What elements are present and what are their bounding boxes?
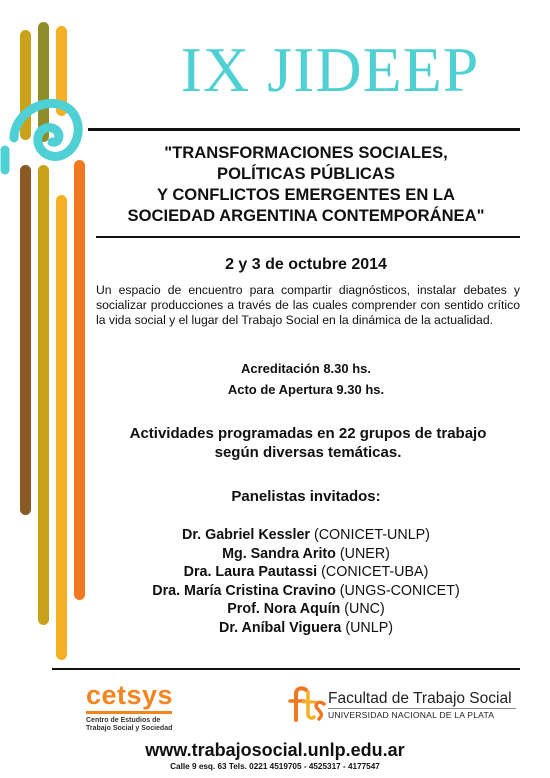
accreditation-time: Acreditación 8.30 hs.: [240, 361, 372, 376]
panelist-item: [96, 526, 516, 545]
panelists-heading: Panelistas invitados:: [231, 488, 381, 505]
top-divider: [88, 128, 520, 131]
stripe-gold-long: [38, 165, 49, 625]
panelist-name: Dra. Laura Pautassi: [183, 564, 318, 580]
activities-line: según diversas temáticas.: [214, 444, 402, 461]
subtitle-line: POLÍTICAS PÚBLICAS: [217, 164, 395, 183]
fts-name: Facultad de Trabajo Social: [328, 690, 512, 707]
panelist-affiliation: (CONICET-UNLP): [310, 527, 430, 543]
fts-monogram-icon: [286, 684, 326, 724]
cetsys-logo: [86, 682, 206, 733]
activities-text: [96, 424, 520, 462]
fts-logo: [286, 684, 526, 724]
subtitle-line: SOCIEDAD ARGENTINA CONTEMPORÁNEA": [127, 206, 485, 225]
footer-divider: [52, 668, 520, 670]
cetsys-subtitle-1: Centro de Estudios de: [86, 717, 161, 724]
panelists-list: [96, 526, 516, 637]
panelist-item: [96, 619, 516, 638]
panelist-name: Dra. María Cristina Cravino: [152, 582, 336, 599]
cetsys-wordmark: cetsys: [86, 680, 174, 710]
decorative-stripes: [0, 0, 110, 660]
website-link[interactable]: www.trabajosocial.unlp.edu.ar: [145, 740, 405, 760]
panelist-name: Dr. Gabriel Kessler: [182, 527, 310, 543]
panelist-affiliation: (UNC): [340, 601, 385, 617]
panelist-name: Dr. Aníbal Viguera: [219, 619, 342, 636]
stripe-brown-left: [20, 165, 31, 515]
panelist-item: [96, 582, 516, 601]
fts-underline: [328, 708, 516, 709]
cetsys-underline: [86, 711, 172, 714]
cetsys-subtitle-2: Trabajo Social y Sociedad: [86, 725, 173, 732]
middle-divider: [96, 236, 520, 238]
event-title: IX JIDEEP: [180, 34, 480, 105]
subtitle-line: "TRANSFORMACIONES SOCIALES,: [164, 143, 448, 162]
panelist-affiliation: (UNLP): [341, 619, 393, 636]
panelist-affiliation: (CONICET-UBA): [317, 564, 429, 580]
opening-time: Acto de Apertura 9.30 hs.: [227, 382, 385, 397]
panelist-affiliation: (UNGS-CONICET): [335, 582, 460, 599]
fts-university: UNIVERSIDAD NACIONAL DE LA PLATA: [328, 710, 495, 720]
stripe-orange: [74, 160, 85, 600]
panelist-affiliation: (UNER): [335, 545, 390, 562]
event-description: Un espacio de encuentro para compartir diagnósticos, instalar debates y socializar producciones a través de las cuales comprender con sentido crítico la vida social y el lugar del Trabajo Social en la dinámica de la actualidad.: [96, 283, 520, 327]
panelist-item: [96, 545, 516, 564]
event-dates: 2 y 3 de octubre 2014: [225, 256, 387, 273]
panelist-name: Prof. Nora Aquín: [227, 601, 341, 617]
activities-line: Actividades programadas en 22 grupos de trabajo: [129, 425, 487, 442]
panelist-name: Mg. Sandra Arito: [222, 545, 336, 562]
schedule-block: [96, 358, 516, 400]
subtitle-line: Y CONFLICTOS EMERGENTES EN LA: [156, 185, 456, 204]
stripe-amber: [56, 195, 67, 660]
event-subtitle: [92, 142, 520, 226]
panelist-item: [96, 600, 516, 619]
contact-info: Calle 9 esq. 63 Tels. 0221 4519705 - 4525317 - 4177547: [170, 762, 380, 771]
panelist-item: [96, 563, 516, 582]
